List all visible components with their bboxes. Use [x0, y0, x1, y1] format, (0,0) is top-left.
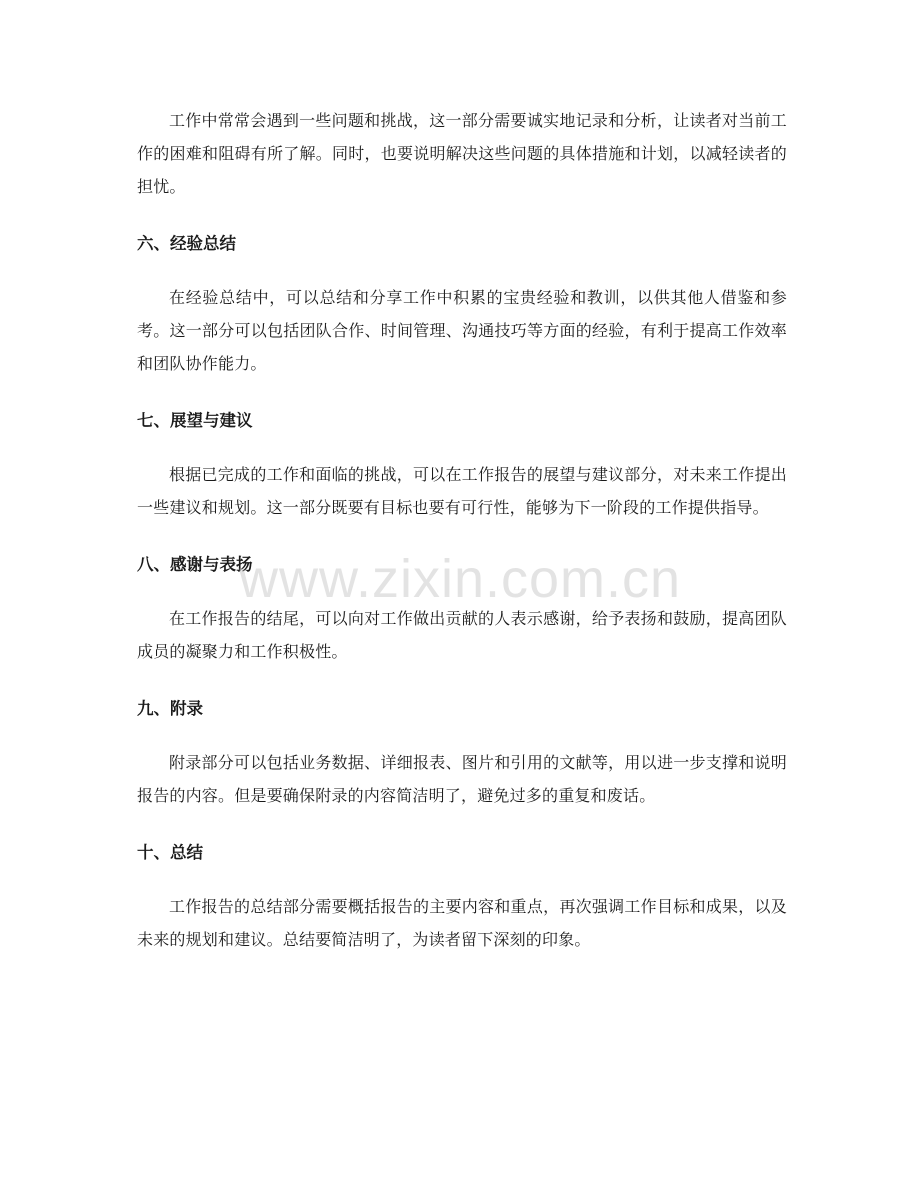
section-heading-7: 七、展望与建议: [137, 411, 253, 430]
spacer: [137, 524, 787, 553]
spacer: [137, 577, 787, 602]
spacer: [137, 721, 787, 746]
section-body-9: 附录部分可以包括业务数据、详细报表、图片和引用的文献等，用以进一步支撑和说明报告的内容。但是要确保附录的内容简洁明了，避免过多的重复和废话。: [137, 753, 787, 805]
spacer: [137, 865, 787, 890]
section-body-8: 在工作报告的结尾，可以向对工作做出贡献的人表示感谢，给予表扬和鼓励，提高团队成员的凝聚力和工作积极性。: [137, 609, 787, 661]
spacer: [137, 812, 787, 841]
section-body-10: 工作报告的总结部分需要概括报告的主要内容和重点，再次强调工作目标和成果，以及未来的规划和建议。总结要简洁明了，为读者留下深刻的印象。: [137, 897, 787, 949]
document-body: [137, 104, 787, 956]
spacer: [137, 203, 787, 232]
section-heading-6: 六、经验总结: [137, 234, 236, 253]
section-body-6: 在经验总结中，可以总结和分享工作中积累的宝贵经验和教训，以供其他人借鉴和参考。这一部分可以包括团队合作、时间管理、沟通技巧等方面的经验，有利于提高工作效率和团队协作能力。: [137, 288, 787, 373]
spacer: [137, 433, 787, 458]
spacer: [137, 668, 787, 697]
spacer: [137, 256, 787, 281]
section-heading-10: 十、总结: [137, 843, 203, 862]
intro-paragraph: 工作中常常会遇到一些问题和挑战，这一部分需要诚实地记录和分析，让读者对当前工作的困难和阻碍有所了解。同时，也要说明解决这些问题的具体措施和计划，以减轻读者的担忧。: [137, 111, 787, 196]
section-heading-8: 八、感谢与表扬: [137, 555, 253, 574]
spacer: [137, 380, 787, 409]
section-body-7: 根据已完成的工作和面临的挑战，可以在工作报告的展望与建议部分，对未来工作提出一些建议和规划。这一部分既要有目标也要有可行性，能够为下一阶段的工作提供指导。: [137, 465, 787, 517]
section-heading-9: 九、附录: [137, 699, 203, 718]
watermark-text: www.zixin.com.cn: [238, 549, 682, 609]
